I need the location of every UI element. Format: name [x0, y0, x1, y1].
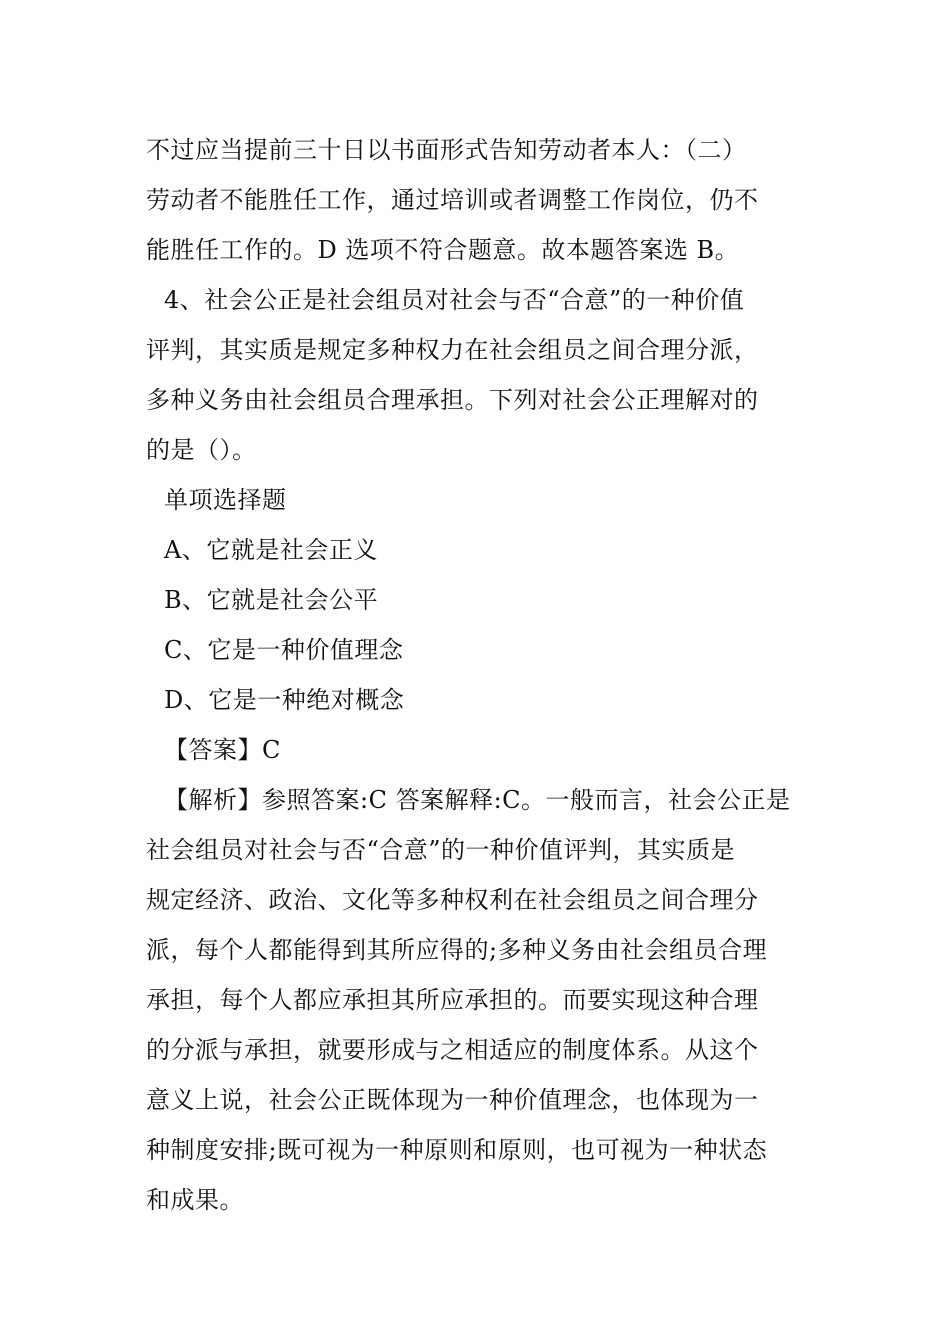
question-type: 单项选择题: [164, 486, 287, 514]
answer-line: 【答案】C: [164, 736, 281, 764]
question-4-line-3: 多种义务由社会组员合理承担。下列对社会公正理解对的: [146, 386, 759, 414]
question-4-line-4: 的是（）。: [146, 436, 257, 464]
analysis-line-3: 规定经济、政治、文化等多种权利在社会组员之间合理分: [146, 886, 759, 914]
option-c: C、它是一种价值理念: [164, 636, 404, 664]
analysis-line-2: 社会组员对社会与否“合意”的一种价值评判，其实质是: [146, 836, 736, 864]
text-line-2: 劳动者不能胜任工作，通过培训或者调整工作岗位，仍不: [146, 186, 759, 214]
question-4-line-1: 4、社会公正是社会组员对社会与否“合意”的一种价值: [164, 286, 745, 314]
text-line-3: 能胜任工作的。D 选项不符合题意。故本题答案选 B。: [146, 236, 740, 264]
option-a: A、它就是社会正义: [164, 536, 378, 564]
analysis-line-9: 和成果。: [146, 1186, 244, 1214]
analysis-line-6: 的分派与承担，就要形成与之相适应的制度体系。从这个: [146, 1036, 759, 1064]
analysis-line-1: 【解析】参照答案:C 答案解释:C。一般而言，社会公正是: [164, 786, 791, 814]
question-4-line-2: 评判，其实质是规定多种权力在社会组员之间合理分派，: [146, 336, 759, 364]
analysis-line-7: 意义上说，社会公正既体现为一种价值理念，也体现为一: [146, 1086, 759, 1114]
analysis-line-8: 种制度安排;既可视为一种原则和原则，也可视为一种状态: [146, 1136, 768, 1164]
analysis-line-4: 派，每个人都能得到其所应得的;多种义务由社会组员合理: [146, 936, 768, 964]
option-d: D、它是一种绝对概念: [164, 686, 405, 714]
text-line-1: 不过应当提前三十日以书面形式告知劳动者本人：（二）: [146, 136, 747, 164]
analysis-line-5: 承担，每个人都应承担其所应承担的。而要实现这种合理: [146, 986, 759, 1014]
option-b: B、它就是社会公平: [164, 586, 379, 614]
